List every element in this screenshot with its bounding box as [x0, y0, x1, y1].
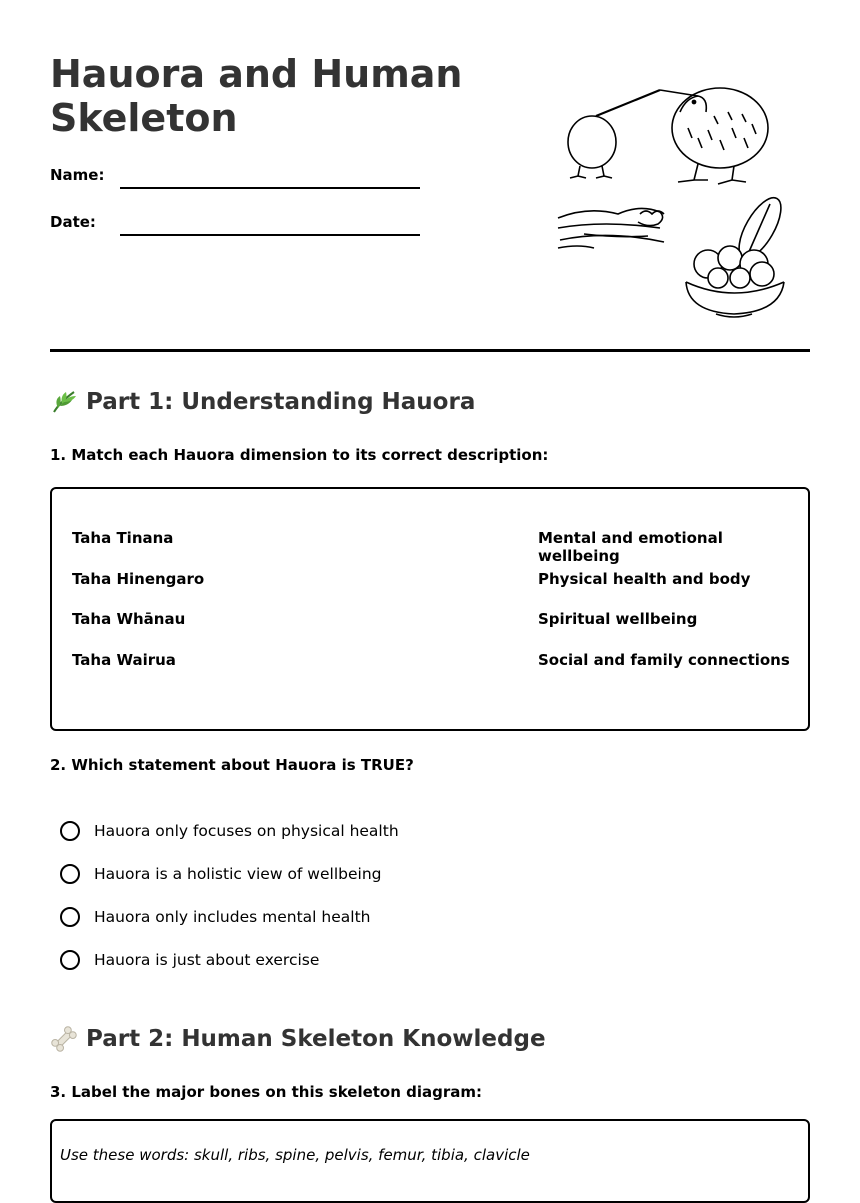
kiwi-bird-icon	[568, 88, 768, 184]
radio-button[interactable]	[60, 821, 80, 841]
answer-option[interactable]	[60, 821, 399, 841]
radio-button[interactable]	[60, 907, 80, 927]
description-item[interactable]: Mental and emotional wellbeing	[538, 529, 723, 565]
question-3-prompt: 3. Label the major bones on this skeleton diagram:	[50, 1083, 483, 1101]
dimension-item[interactable]: Taha Whānau	[72, 610, 186, 628]
part1-heading	[50, 388, 475, 416]
part2-heading	[50, 1025, 546, 1053]
description-item[interactable]: Social and family connections	[538, 651, 790, 669]
word-bank: Use these words: skull, ribs, spine, pelvis, femur, tibia, clavicle	[60, 1146, 530, 1164]
fruit-bowl-icon	[686, 192, 788, 317]
question-2-prompt: 2. Which statement about Hauora is TRUE?	[50, 756, 414, 774]
skeleton-label-box	[50, 1119, 810, 1203]
part2-title: Part 2: Human Skeleton Knowledge	[86, 1026, 546, 1052]
radio-button[interactable]	[60, 864, 80, 884]
answer-option[interactable]	[60, 907, 370, 927]
matching-box	[50, 487, 810, 731]
date-label: Date:	[50, 213, 96, 231]
bone-icon	[50, 1025, 78, 1053]
option-label: Hauora only focuses on physical health	[94, 822, 399, 840]
description-item[interactable]: Physical health and body	[538, 570, 751, 588]
name-field-line[interactable]	[120, 187, 420, 189]
option-label: Hauora is just about exercise	[94, 951, 320, 969]
dimension-item[interactable]: Taha Tinana	[72, 529, 174, 547]
answer-option[interactable]	[60, 864, 381, 884]
description-item[interactable]: Spiritual wellbeing	[538, 610, 698, 628]
radio-button[interactable]	[60, 950, 80, 970]
section-divider	[50, 349, 810, 352]
name-label: Name:	[50, 166, 105, 184]
worksheet-title: Hauora and Human Skeleton	[50, 52, 463, 140]
dimension-item[interactable]: Taha Wairua	[72, 651, 176, 669]
part1-title: Part 1: Understanding Hauora	[86, 389, 476, 415]
option-label: Hauora is a holistic view of wellbeing	[94, 865, 382, 883]
option-label: Hauora only includes mental health	[94, 908, 371, 926]
question-1-prompt: 1. Match each Hauora dimension to its correct description:	[50, 446, 549, 464]
answer-option[interactable]	[60, 950, 319, 970]
date-field-line[interactable]	[120, 234, 420, 236]
header-illustration	[548, 68, 788, 328]
wave-icon	[558, 208, 664, 248]
leaf-icon	[50, 388, 78, 416]
dimension-item[interactable]: Taha Hinengaro	[72, 570, 205, 588]
